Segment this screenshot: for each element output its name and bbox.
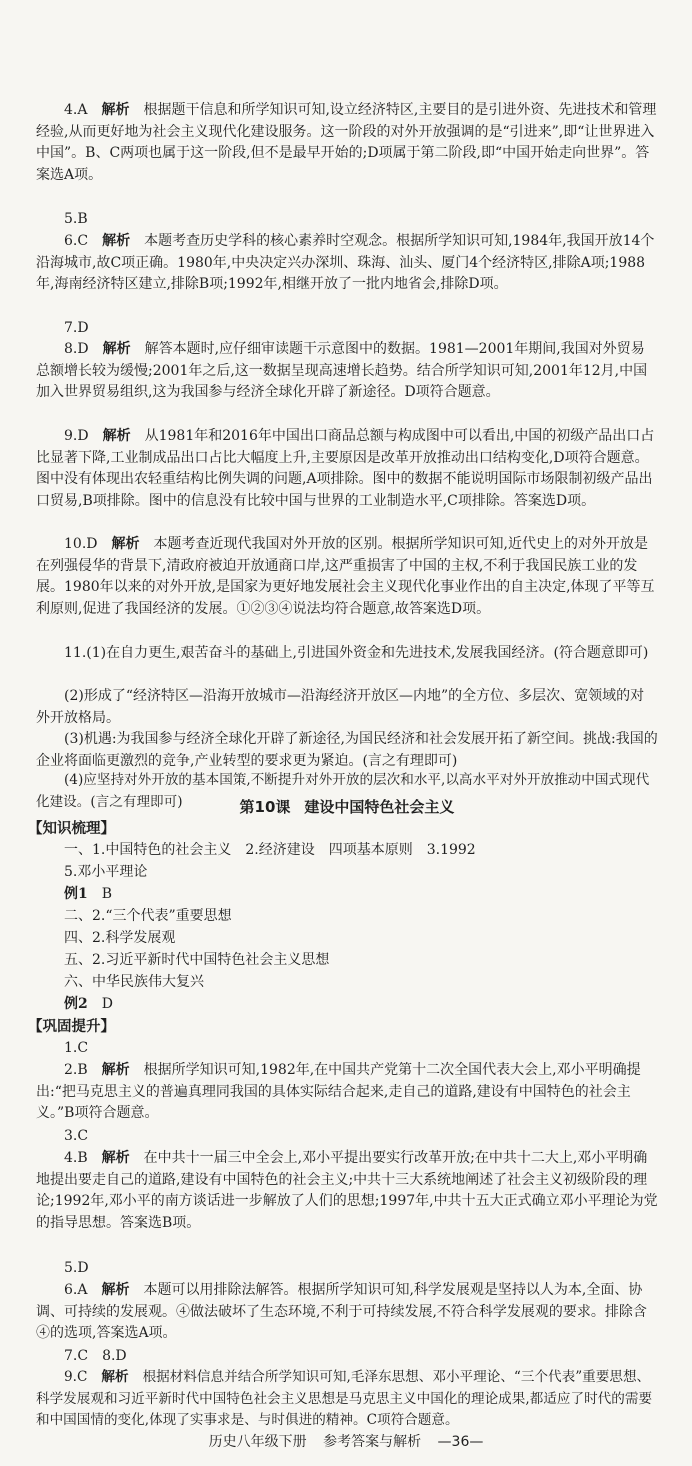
page-number: —36—	[437, 1434, 484, 1450]
section-heading-knowledge: 【知识梳理】	[28, 821, 115, 837]
consolidate-q6: 6.A 解析 本题可以用排除法解答。根据所学知识可知,科学发展观是坚持以人为本,全面、协调、可持续的发展观。④做法破坏了生态环境,不利于可持续发展,不符合科学发展观的要求。排除含④的选项,答案选A项。	[36, 1282, 647, 1342]
consolidate-q9: 9.C 解析 根据材料信息并结合所学知识可知,毛泽东思想、邓小平理论、“三个代表”重要思想、科学发展观和习近平新时代中国特色社会主义思想是马克思主义中国化的理论成果,都适应了时代的需要和中国国情的变化,体现了实事求是、与时俱进的精神。C项符合题意。	[36, 1369, 653, 1429]
knowledge-line-4: 四、2.科学发展观	[64, 930, 176, 946]
analysis-tag: 解析	[101, 1282, 130, 1298]
analysis-tag: 解析	[101, 1062, 130, 1078]
answer-q9: 9.D 解析 从1981年和2016年中国出口商品总额与构成图中可以看出,中国的初级产品出口占比显著下降,工业制成品出口占比大幅度上升,主要原因是改革开放推动出口结构变化,D项符合题意。图中没有体现出农轻重结构比例失调的问题,A项排除。图中的数据不能说明国际市场限制初级产品出口贸易,B项排除。图中的信息没有比较中国与世界的工业制造水平,C项排除。答案选D项。	[36, 428, 655, 509]
consolidate-q1: 1.C	[64, 1040, 89, 1056]
answer-q4: 4.A 解析 根据题干信息和所学知识可知,设立经济特区,主要目的是引进外资、先进技术和管理经验,从而更好地为社会主义现代化建设服务。这一阶段的对外开放强调的是“引进来”,即“让世界进入中国”。B、C两项也属于这一阶段,但不是最早开始的;D项属于第二阶段,即“中国开始走向世界”。答案选A项。	[36, 102, 657, 183]
consolidate-q4: 4.B 解析 在中共十一届三中全会上,邓小平提出要实行改革开放;在中共十二大上,邓小平明确地提出要走自己的道路,建设有中国特色的社会主义;中共十三大系统地阐述了社会主义初级阶段的理论;1992年,邓小平的南方谈话进一步解放了人们的思想;1997年,中共十五大正式确立邓小平理论为党的指导思想。答案选B项。	[36, 1150, 658, 1231]
knowledge-line-1: 一、1.中国特色的社会主义 2.经济建设 四项基本原则 3.1992	[64, 842, 476, 858]
consolidate-q5: 5.D	[64, 1260, 89, 1276]
lesson-title: 第10课 建设中国特色社会主义	[239, 798, 455, 816]
answer-q10: 10.D 解析 本题考查近现代我国对外开放的区别。根据所学知识可知,近代史上的对外开放是在列强侵华的背景下,清政府被迫开放通商口岸,这严重损害了中国的主权,不利于我国民族工业的发展。1980年以来的对外开放,是国家为更好地发展社会主义现代化事业作出的自主决定,体现了平等互利原则,促进了我国经济的发展。①②③④说法均符合题意,故答案选D项。	[36, 536, 655, 617]
analysis-tag: 解析	[102, 428, 131, 444]
consolidate-q2: 2.B 解析 根据所学知识可知,1982年,在中国共产党第十二次全国代表大会上,邓小平明确提出:“把马克思主义的普遍真理同我国的具体实际结合起来,走自己的道路,建设有中国特色的社会主义。”B项符合题意。	[36, 1062, 641, 1122]
example-2: 例2 D	[64, 996, 113, 1012]
answer-q5: 5.B	[64, 211, 88, 227]
consolidate-q3: 3.C	[64, 1128, 89, 1144]
analysis-tag: 解析	[102, 233, 131, 249]
answer-q8: 8.D 解析 解答本题时,应仔细审读题干示意图中的数据。1981—2001年期间,我国对外贸易总额增长较为缓慢;2001年之后,这一数据呈现高速增长趋势。结合所学知识可知,2001年12月,中国加入世界贸易组织,这为我国参与经济全球化开辟了新途径。D项符合题意。	[36, 341, 648, 401]
analysis-tag: 解析	[101, 1369, 129, 1385]
knowledge-line-5: 五、2.习近平新时代中国特色社会主义思想	[64, 952, 330, 968]
answer-q11-4: (4)应坚持对外开放的基本国策,不断提升对外开放的层次和水平,以高水平对外开放推动中国式现代化建设。(言之有理即可)	[36, 772, 650, 810]
example-1: 例1 B	[64, 886, 113, 902]
footer-section: 参考答案与解析	[323, 1434, 422, 1450]
analysis-tag: 解析	[102, 341, 131, 357]
answer-q11-2: (2)形成了“经济特区—沿海开放城市—沿海经济开放区—内地”的全方位、多层次、宽领域的对外开放格局。	[36, 688, 645, 726]
answer-q11-1: 11.(1)在自力更生,艰苦奋斗的基础上,引进国外资金和先进技术,发展我国经济。(符合题意即可)	[64, 645, 649, 661]
consolidate-q7-q8: 7.C 8.D	[64, 1348, 127, 1364]
footer-subject: 历史八年级下册	[208, 1434, 307, 1450]
page-footer	[0, 1432, 692, 1452]
section-heading-consolidate: 【巩固提升】	[28, 1019, 115, 1035]
answer-q11-3: (3)机遇:为我国参与经济全球化开辟了新途径,为国民经济和社会发展开拓了新空间。挑战:我国的企业将面临更激烈的竞争,产业转型的要求更为紧迫。(言之有理即可)	[36, 731, 658, 769]
answer-q7: 7.D	[64, 320, 89, 336]
knowledge-line-2: 5.邓小平理论	[64, 864, 148, 880]
analysis-tag: 解析	[111, 536, 140, 552]
knowledge-line-6: 六、中华民族伟大复兴	[64, 974, 204, 990]
knowledge-line-3: 二、2.“三个代表”重要思想	[64, 908, 232, 924]
analysis-tag: 解析	[101, 102, 130, 118]
analysis-tag: 解析	[101, 1150, 130, 1166]
answer-q6: 6.C 解析 本题考查历史学科的核心素养时空观念。根据所学知识可知,1984年,我国开放14个沿海城市,故C项正确。1980年,中央决定兴办深圳、珠海、汕头、厦门4个经济特区,排除A项;1988年,海南经济特区建立,排除B项;1992年,相继开放了一批内地省会,排除D项。	[36, 233, 655, 293]
